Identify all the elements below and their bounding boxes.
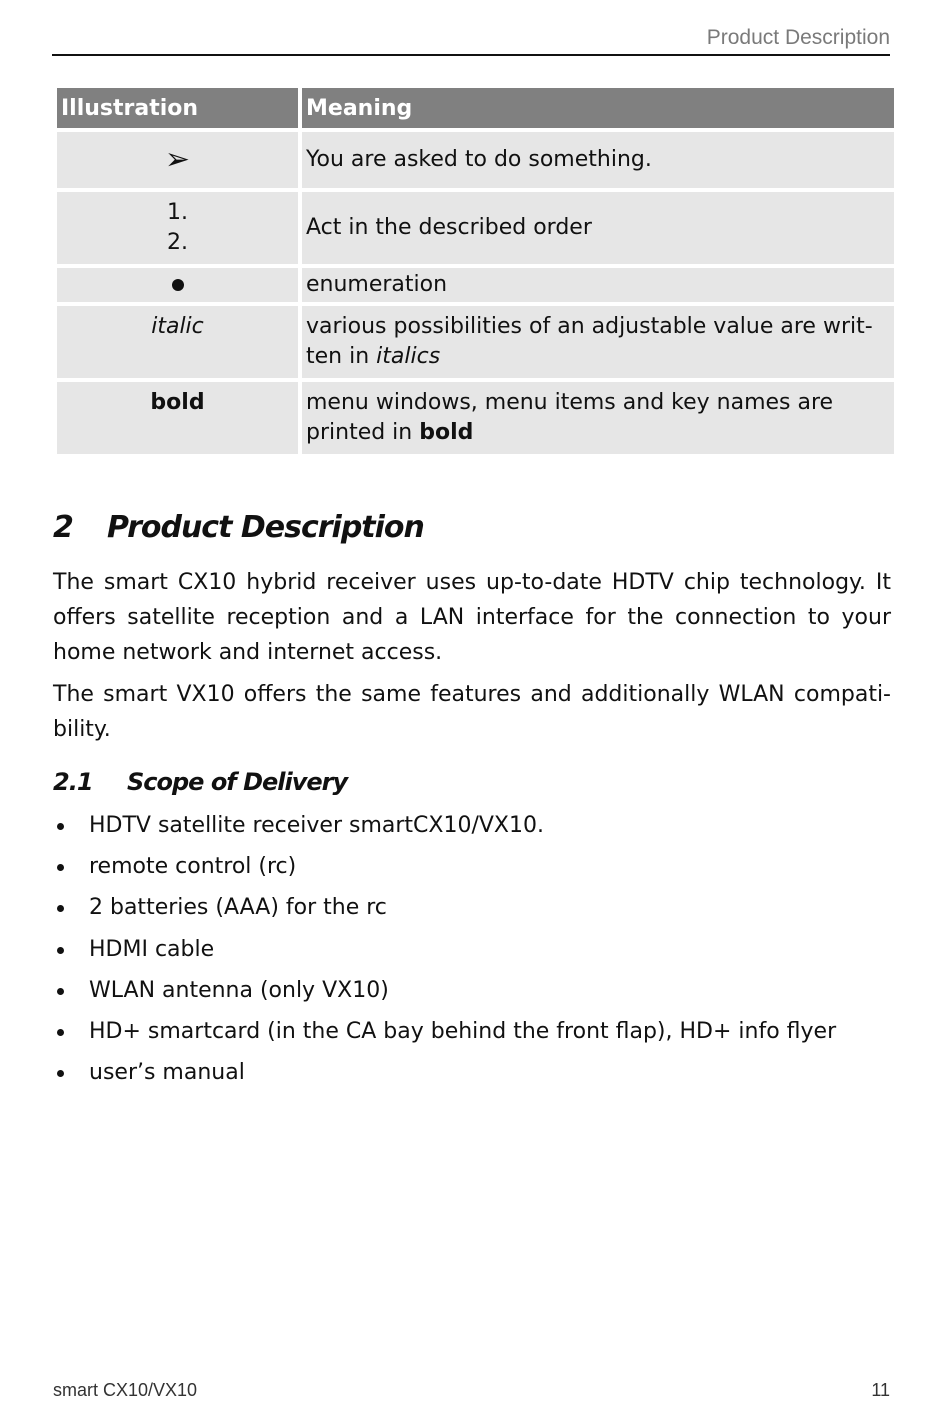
list-item-text: remote control (rc): [89, 854, 297, 880]
table-header-row: [57, 88, 894, 128]
bullet-icon: [57, 823, 64, 830]
list-item: [53, 1014, 891, 1055]
bullet-icon: [57, 864, 64, 871]
column-header-meaning: Meaning: [302, 88, 894, 128]
action-arrow-glyph: ➢: [164, 142, 191, 177]
list-item-text: HDTV satellite receiver smartCX10/VX10.: [89, 813, 544, 838]
chapter-number: 2: [53, 510, 73, 545]
chapter-title: Product Description: [107, 510, 424, 545]
list-item-text: WLAN antenna (only VX10): [89, 977, 389, 1003]
table-row: [57, 306, 894, 378]
section-heading: [53, 768, 347, 796]
arrow-icon: [57, 132, 298, 188]
list-item: [53, 849, 891, 890]
meaning-text: ten in: [306, 344, 377, 369]
table-row: [57, 382, 894, 454]
meaning-line-2: [306, 418, 890, 448]
section-title: Scope of Delivery: [127, 768, 348, 796]
page-header: [52, 24, 890, 56]
meaning-line-2: [306, 342, 890, 372]
meaning-emphasis-bold: bold: [419, 420, 474, 445]
meaning-line-1: various possibilities of an adjustable value are writ-: [306, 314, 873, 339]
list-item-text: HDMI cable: [89, 936, 215, 962]
meaning-cell: Act in the described order: [302, 192, 894, 264]
italic-sample: italic: [57, 306, 298, 378]
table-row: [57, 268, 894, 302]
bullet-icon: [172, 279, 184, 291]
list-item-text: 2 batteries (AAA) for the rc: [89, 895, 387, 921]
meaning-cell: You are asked to do something.: [302, 132, 894, 188]
chapter-heading: [53, 510, 424, 545]
footer-page-number: 11: [871, 1380, 890, 1400]
step-number-1: 1.: [167, 200, 188, 225]
bullet-icon: [57, 988, 64, 995]
list-item: [53, 808, 891, 849]
section-number: 2.1: [53, 768, 93, 796]
column-header-illustration: Illustration: [57, 88, 298, 128]
meaning-line-1: menu windows, menu items and key names are: [306, 390, 834, 415]
list-item: [53, 973, 891, 1014]
bold-sample: bold: [57, 382, 298, 454]
list-item: [53, 932, 891, 973]
body-paragraph: The smart VX10 offers the same features and additionally WLAN compati-bility.: [53, 682, 891, 742]
step-number-2: 2.: [167, 230, 188, 255]
delivery-list: [53, 808, 891, 1096]
running-title: Product Description: [706, 26, 890, 49]
footer-product-name: smart CX10/VX10: [53, 1380, 198, 1400]
list-item-text: HD+ smartcard (in the CA bay behind the front flap), HD+ info flyer: [89, 1018, 837, 1044]
list-item-text: user’s manual: [89, 1060, 245, 1086]
table-row: [57, 132, 894, 188]
numbered-steps-cell: [57, 192, 298, 264]
bullet-icon: [57, 1070, 64, 1077]
list-item: [53, 1055, 891, 1096]
table-row: [57, 192, 894, 264]
meaning-cell: [302, 382, 894, 454]
list-item: [53, 890, 891, 931]
meaning-cell: [302, 306, 894, 378]
bullet-icon: [57, 905, 64, 912]
body-paragraph: The smart CX10 hybrid receiver uses up-to-date HDTV chip technology. It offers satellite reception and a LAN interface for the connection to your home network and internet access.: [53, 570, 891, 665]
legend-table: [53, 84, 898, 458]
bullet-cell: [57, 268, 298, 302]
meaning-cell: enumeration: [302, 268, 894, 302]
meaning-emphasis-italic: italics: [376, 344, 441, 369]
meaning-text: printed in: [306, 420, 420, 445]
bullet-icon: [57, 947, 64, 954]
bullet-icon: [57, 1029, 64, 1036]
